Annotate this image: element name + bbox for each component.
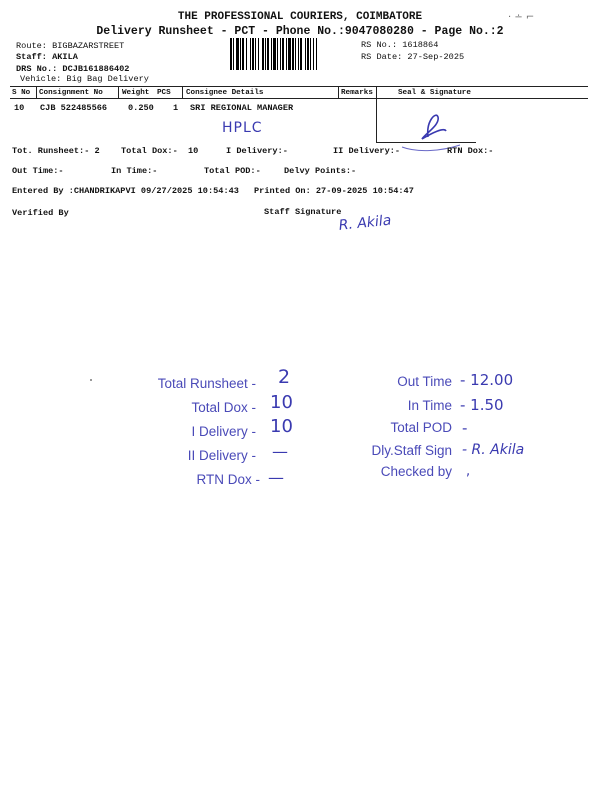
delvy-points-label: Delvy Points:- [284, 166, 357, 176]
row-consignee: SRI REGIONAL MANAGER [190, 103, 294, 113]
stamp-staff-sign-label: Dly.Staff Sign [371, 443, 452, 458]
table-top-border [10, 86, 588, 87]
seal-box-border [376, 98, 377, 142]
out-time-label: Out Time:- [12, 166, 64, 176]
col-header-consignment: Consignment No [39, 89, 103, 97]
total-dox-label: Total Dox:- [121, 146, 178, 156]
stamp-rtn-dox-value: — [268, 468, 284, 487]
stamp-out-time-label: Out Time [397, 374, 452, 389]
stamp-total-runsheet-label: Total Runsheet - [157, 376, 256, 391]
col-divider [36, 86, 37, 98]
stamp-rtn-dox-label: RTN Dox - [196, 472, 260, 487]
drs-number: DRS No.: DCJB161886402 [16, 64, 130, 74]
ii-delivery-label: II Delivery:- [333, 146, 401, 156]
tot-runsheet: Tot. Runsheet:- 2 [12, 146, 100, 156]
rtn-dox-label: RTN Dox:- [447, 146, 494, 156]
col-divider [118, 86, 119, 98]
stamp-i-delivery-value: 10 [270, 416, 293, 437]
col-divider [376, 86, 377, 98]
stamp-ii-delivery-value: — [272, 442, 288, 461]
verified-by: Verified By [12, 208, 69, 218]
row-sno: 10 [14, 103, 25, 113]
stamp-checked-by-value: , [466, 464, 471, 479]
i-delivery-label: I Delivery:- [226, 146, 288, 156]
rs-date: RS Date: 27-Sep-2025 [361, 52, 465, 62]
stamp-total-dox-value: 10 [270, 392, 293, 413]
printed-on: Printed On: 27-09-2025 10:54:47 [254, 186, 414, 196]
row-weight: 0.250 [128, 103, 154, 113]
stamp-total-pod-label: Total POD [390, 420, 452, 435]
stamp-total-pod-value: - [462, 419, 468, 437]
speck-mark [90, 379, 92, 381]
in-time-label: In Time:- [111, 166, 158, 176]
company-title: THE PROFESSIONAL COURIERS, COIMBATORE [177, 11, 423, 23]
entered-by: Entered By :CHANDRIKAPVI 09/27/2025 10:54:43 [12, 186, 239, 196]
col-divider [338, 86, 339, 98]
col-header-pcs: PCS [157, 89, 171, 97]
col-header-consignee: Consignee Details [186, 89, 264, 97]
stamp-ii-delivery-label: II Delivery - [187, 448, 256, 463]
row-consignment: CJB 522485566 [40, 103, 108, 113]
stamp-in-time-label: In Time [407, 398, 452, 413]
staff-label: Staff: AKILA [16, 52, 78, 62]
route-label: Route: BIGBAZARSTREET [16, 41, 125, 51]
row-pcs: 1 [173, 103, 179, 113]
runsheet-subtitle: Delivery Runsheet - PCT - Phone No.:9047080280 - Page No.:2 [96, 25, 504, 38]
col-header-seal: Seal & Signature [398, 89, 471, 97]
handwritten-consignee-note: HPLC [222, 120, 263, 136]
col-header-remarks: Remarks [341, 89, 373, 97]
stamp-out-time-value: - 12.00 [460, 371, 514, 389]
stamp-i-delivery-label: I Delivery - [191, 424, 256, 439]
col-header-weight: Weight [122, 89, 150, 97]
vehicle-label: Vehicle: Big Bag Delivery [20, 74, 149, 84]
col-header-sno: S No [12, 89, 31, 97]
stamp-checked-by-label: Checked by [380, 464, 452, 479]
stamp-total-dox-label: Total Dox - [191, 400, 256, 415]
col-divider [182, 86, 183, 98]
total-pod-label: Total POD:- [204, 166, 261, 176]
scribble-mark-icon: · ∸ ⌐ [508, 12, 535, 23]
staff-signature-handwritten: R. Akila [338, 212, 393, 234]
stamp-staff-sign-value: - R. Akila [462, 442, 525, 458]
table-header-border [10, 98, 588, 99]
rs-number: RS No.: 1618864 [361, 40, 439, 50]
barcode-icon [230, 38, 358, 70]
stamp-in-time-value: - 1.50 [460, 396, 504, 414]
staff-signature-label: Staff Signature [264, 207, 342, 217]
total-dox-value: 10 [188, 146, 199, 156]
stamp-total-runsheet-value: 2 [278, 366, 291, 388]
